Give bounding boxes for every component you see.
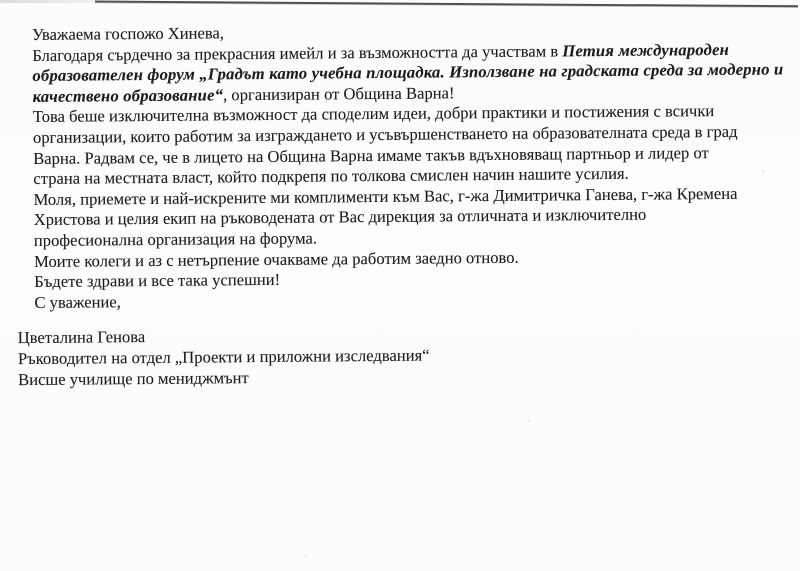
paragraph-thanks-lead: Благодаря сърдечно за прекрасния имейл и за възможността да участвам в xyxy=(32,40,563,65)
paragraph-compliments: Моля, приемете и най-искрените ми комплименти към Вас, г-жа Димитричка Ганева, г-жа Кремена Христова и целия екип на ръководената от Вас дирекция за отличната и изключително професионална организация на форума. xyxy=(33,183,738,250)
paragraph-thanks-tail: , организиран от Община Варна! xyxy=(223,83,455,105)
paragraph-opportunity: Това беше изключителна възможност да споделим идеи, добри практики и постижения с всички организации, които работим за изграждането и усъвършенстването на образователната среда в град Варна. Радвам се, че в лицето на Община Варна имаме такъв вдъхновяващ партньор и лидер от страна на местната власт, който подкрепя по толкова смислен начин нашите усилия. xyxy=(32,101,738,189)
paragraph-colleagues: Моите колеги и аз с нетърпение очакваме да работим заедно отново. xyxy=(33,247,519,271)
scan-speck xyxy=(528,420,530,422)
salutation: Уважаема госпожо Хинева, xyxy=(32,23,225,44)
scan-speck xyxy=(305,555,307,557)
paragraph-wish: Бъдете здрави и все така успешни! xyxy=(34,269,281,292)
forum-title-emphasis: Петия международен образователен форум „Градът като учебна площадка. Използване на градската среда за модерно и качествено образование“ xyxy=(32,39,784,106)
signature-name: Цветалина Генова xyxy=(17,327,146,348)
signature-block xyxy=(18,322,796,391)
signature-organization: Висше училище по мениджмънт xyxy=(18,367,249,389)
paragraph-thanks xyxy=(32,39,793,107)
signature-title: Ръководител на отдел „Проекти и приложни изследвания“ xyxy=(17,345,430,369)
scan-smudge xyxy=(0,0,140,3)
letter-body xyxy=(17,18,795,390)
closing-salutation: С уважение, xyxy=(34,291,121,312)
